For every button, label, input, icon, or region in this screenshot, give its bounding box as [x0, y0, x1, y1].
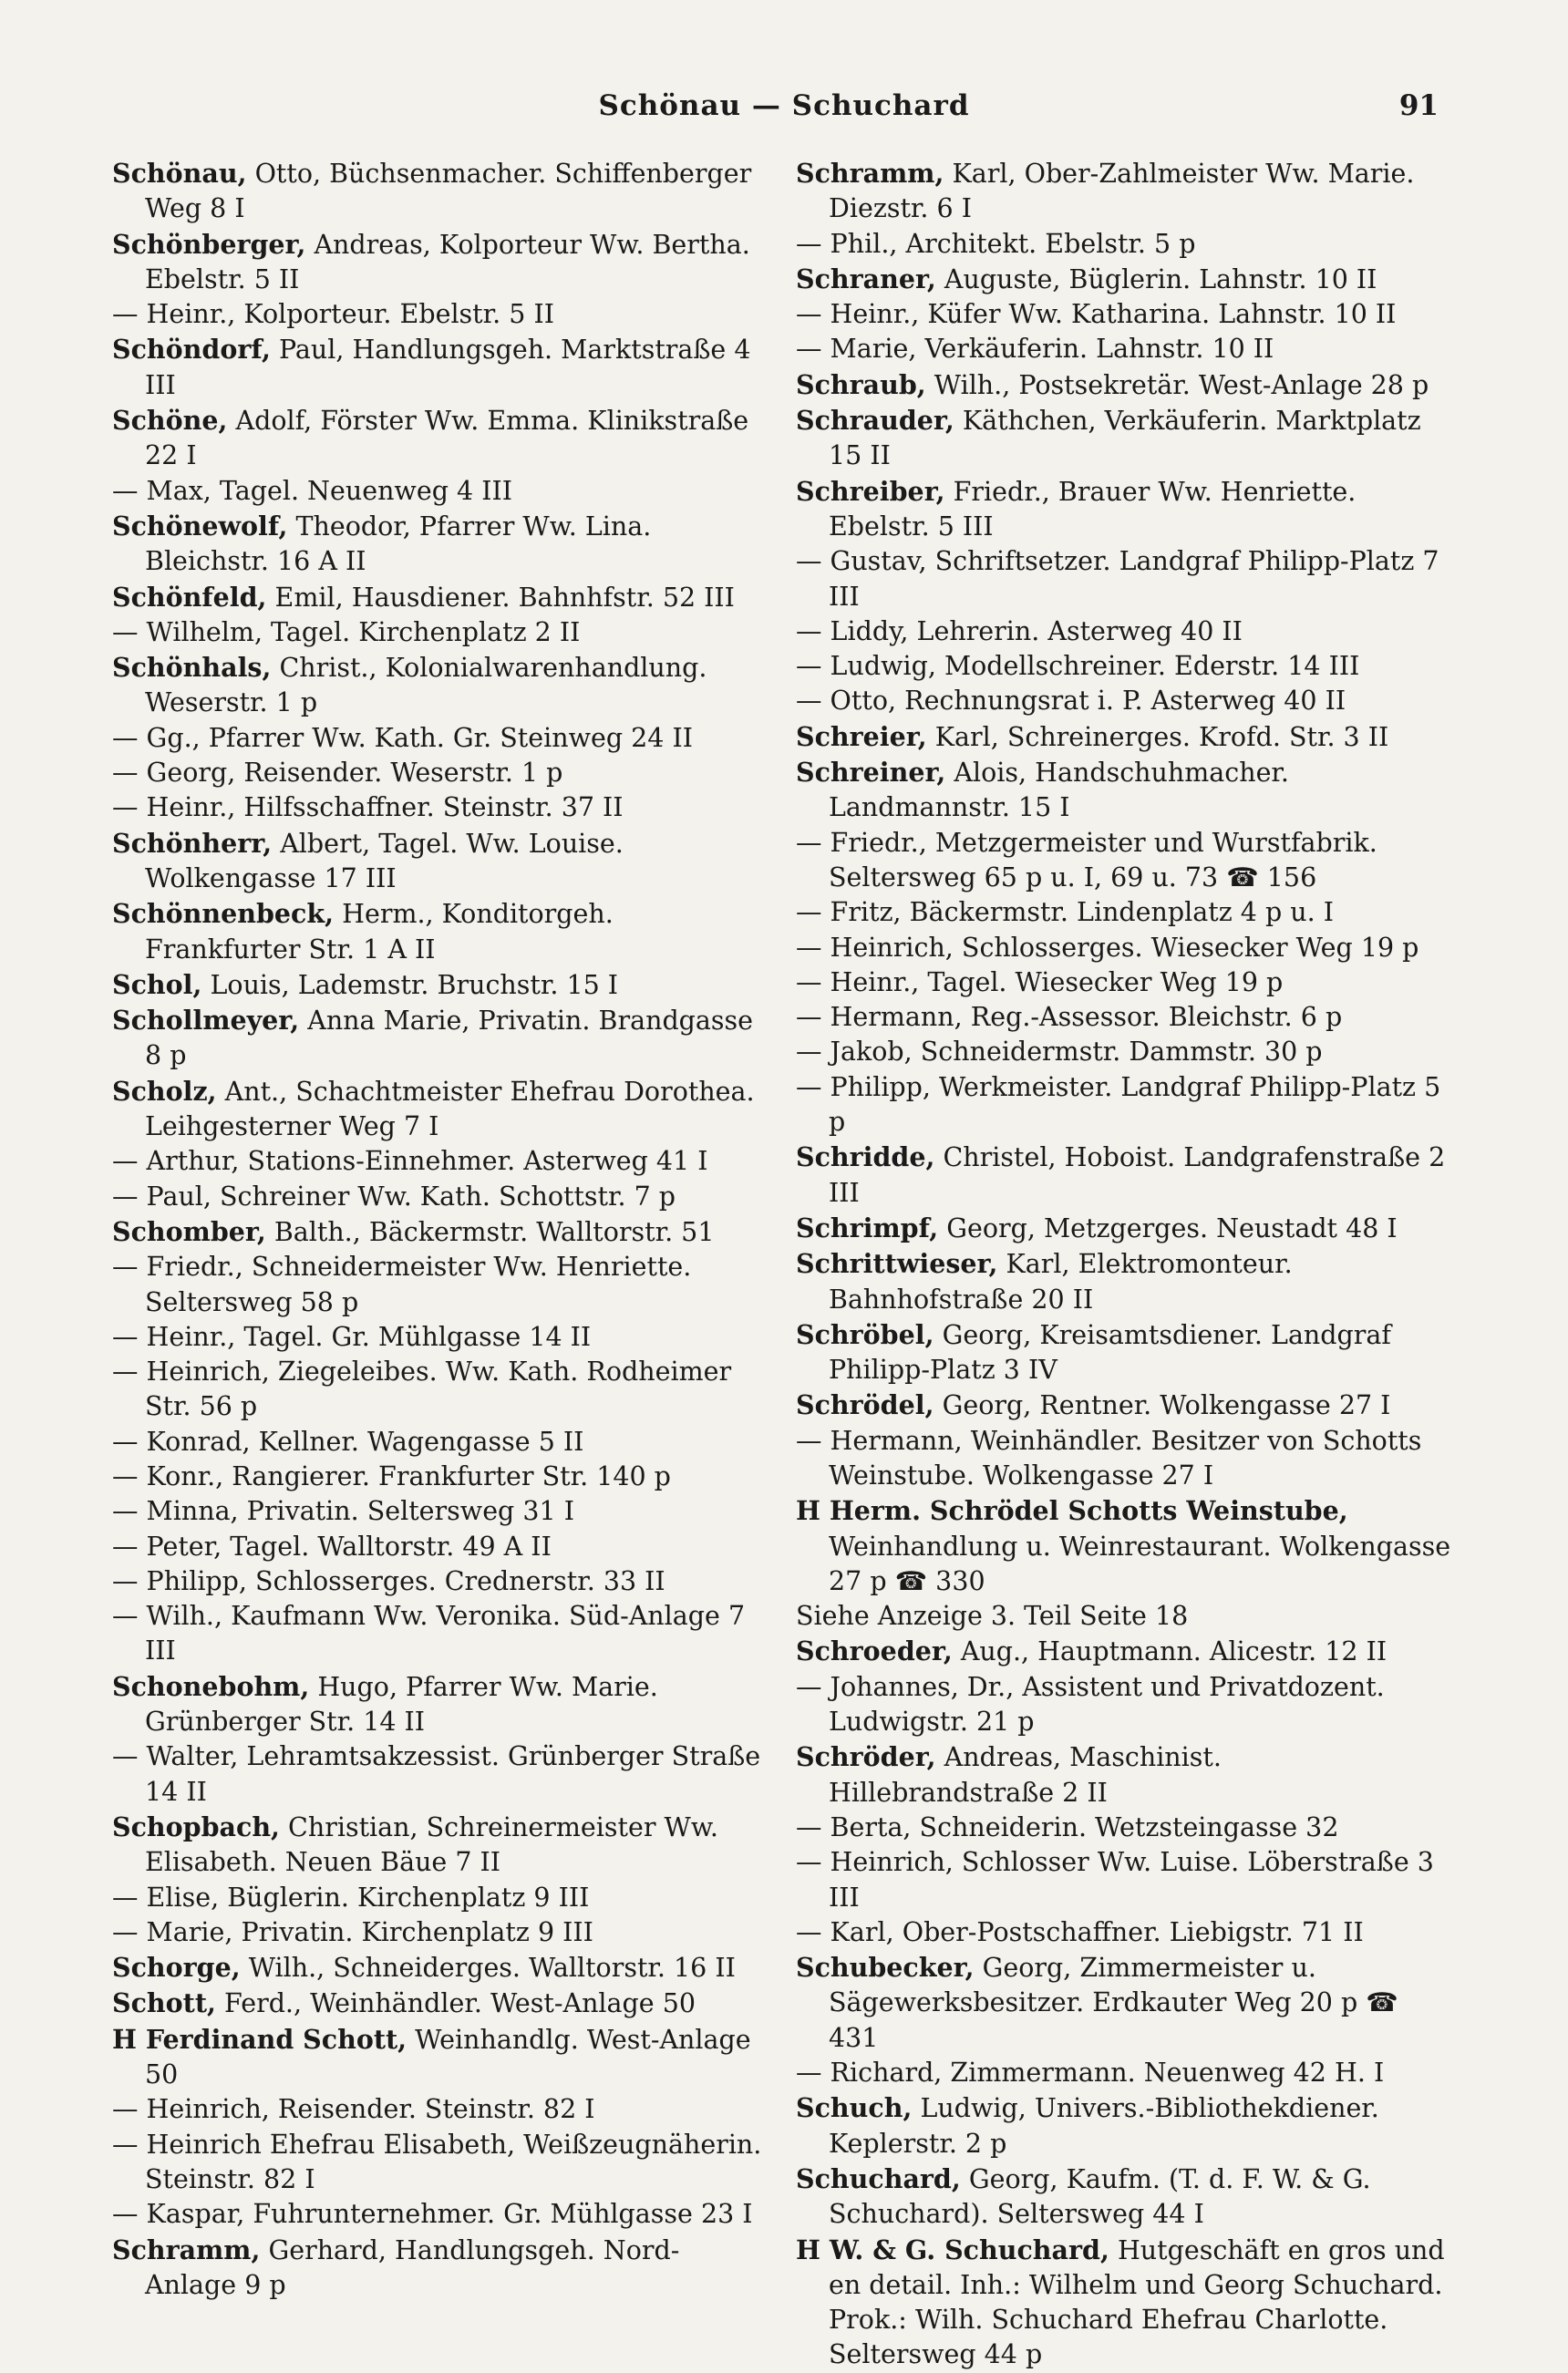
directory-entry — [112, 1460, 769, 1494]
directory-entry — [796, 1000, 1452, 1035]
left-column — [112, 156, 769, 2303]
directory-entry — [112, 580, 769, 615]
directory-entry — [796, 1211, 1452, 1246]
entry-surname: Schomber, — [112, 1215, 266, 1247]
directory-entry — [112, 1180, 769, 1214]
directory-entry — [112, 1881, 769, 1915]
entry-surname: H W. & G. Schuchard, — [796, 2234, 1109, 2265]
directory-entry — [796, 1634, 1452, 1669]
entry-surname: Schreiner, — [796, 757, 946, 789]
entry-details: — Gg., Pfarrer Ww. Kath. Gr. Steinweg 24 II — [112, 722, 693, 753]
directory-entry — [796, 1845, 1452, 1915]
entry-surname: Schröder, — [796, 1741, 936, 1773]
page-header — [0, 89, 1568, 135]
entry-surname: Schollmeyer, — [112, 1005, 300, 1037]
entry-details: — Marie, Privatin. Kirchenplatz 9 III — [112, 1916, 593, 1947]
directory-entry — [112, 1214, 769, 1250]
directory-entry — [796, 2090, 1452, 2161]
directory-entry — [112, 1564, 769, 1599]
entry-details: Käthchen, Verkäuferin. Marktplatz 15 II — [829, 406, 1421, 471]
directory-entry — [796, 1811, 1452, 1845]
entry-details: — Philipp, Schlosserges. Crednerstr. 33 II — [112, 1565, 665, 1596]
directory-entry — [112, 403, 769, 474]
entry-surname: Schopbach, — [112, 1811, 280, 1842]
entry-details: Otto, Büchsenmacher. Schiffenberger Weg 8 I — [145, 159, 752, 224]
directory-entry — [796, 1915, 1452, 1950]
entry-surname: Schönhals, — [112, 652, 272, 684]
entry-details: Georg, Kreisamtsdiener. Landgraf Philipp-Platz 3 IV — [829, 1319, 1391, 1386]
directory-entry — [796, 367, 1452, 403]
directory-entry — [796, 684, 1452, 718]
directory-entry — [112, 1003, 769, 1074]
entry-details: Paul, Handlungsgeh. Marktstraße 4 III — [145, 335, 751, 400]
directory-entry — [112, 967, 769, 1003]
entry-details: Emil, Hausdiener. Bahnhfstr. 52 III — [274, 582, 735, 613]
entry-surname: Schol, — [112, 968, 202, 1000]
entry-details: Weinhandlung u. Weinrestaurant. Wolkengasse 27 p ☎ 330 — [829, 1531, 1451, 1596]
entry-details: — Johannes, Dr., Assistent und Privatdozent. Ludwigstr. 21 p — [796, 1671, 1385, 1738]
directory-entry — [796, 332, 1452, 366]
directory-entry — [796, 1317, 1452, 1388]
directory-entry — [796, 649, 1452, 684]
directory-entry — [796, 1035, 1452, 1069]
entry-details: — Konr., Rangierer. Frankfurter Str. 140 p — [112, 1460, 671, 1491]
entry-details: Wilh., Postsekretär. West-Anlage 28 p — [934, 369, 1429, 400]
entry-surname: Schröbel, — [796, 1318, 934, 1350]
directory-entry — [796, 262, 1452, 297]
directory-entry — [112, 1915, 769, 1950]
directory-entry — [796, 403, 1452, 474]
directory-entry — [112, 650, 769, 721]
entry-surname: Schönfeld, — [112, 581, 267, 613]
directory-entry — [112, 896, 769, 967]
entry-details: — Max, Tagel. Neuenweg 4 III — [112, 475, 512, 506]
entry-details: — Elise, Büglerin. Kirchenplatz 9 III — [112, 1882, 590, 1913]
entry-details: Gerhard, Handlungsgeh. Nord-Anlage 9 p — [145, 2234, 680, 2300]
directory-entry — [796, 156, 1452, 227]
entry-details: Christ., Kolonialwarenhandlung. Weserstr. 1 p — [145, 653, 707, 718]
entry-details: Hutgeschäft en gros und en detail. Inh.: Wilhelm und Georg Schuchard. Prok.: Wilh. Schuchard Ehefrau Charlotte. Seltersweg 44 p — [829, 2234, 1445, 2370]
right-column — [796, 156, 1452, 2373]
entry-details: Karl, Elektromonteur. Bahnhofstraße 20 II — [829, 1249, 1293, 1315]
directory-entry — [112, 227, 769, 298]
directory-entry — [796, 1670, 1452, 1740]
entry-details: — Jakob, Schneidermstr. Dammstr. 30 p — [796, 1037, 1323, 1068]
page-number: 91 — [1398, 89, 1439, 122]
directory-entry — [112, 1074, 769, 1145]
entry-details: Adolf, Förster Ww. Emma. Klinikstraße 22 I — [145, 406, 749, 471]
directory-entry — [112, 1425, 769, 1460]
entry-details: Karl, Schreinerges. Krofd. Str. 3 II — [934, 721, 1389, 752]
entry-details: Weinhandlg. West-Anlage 50 — [145, 2024, 751, 2090]
entry-details: — Heinr., Tagel. Gr. Mühlgasse 14 II — [112, 1321, 592, 1352]
entry-details: Albert, Tagel. Ww. Louise. Wolkengasse 17 III — [145, 828, 624, 893]
directory-entry — [796, 931, 1452, 965]
entry-surname: Scholz, — [112, 1075, 217, 1107]
entry-details: — Heinr., Hilfsschaffner. Steinstr. 37 II — [112, 792, 624, 823]
entry-details: — Berta, Schneiderin. Wetzsteingasse 32 — [796, 1811, 1339, 1842]
directory-entry — [112, 509, 769, 580]
entry-details: Auguste, Büglerin. Lahnstr. 10 II — [944, 263, 1377, 294]
entry-details: — Heinr., Tagel. Wiesecker Weg 19 p — [796, 966, 1284, 997]
entry-details: — Otto, Rechnungsrat i. P. Asterweg 40 II — [796, 686, 1346, 717]
directory-entry — [796, 1424, 1452, 1494]
entry-surname: Schöne, — [112, 405, 228, 437]
entry-surname: H Herm. Schrödel Schotts Weinstube, — [796, 1495, 1348, 1527]
directory-entry — [112, 297, 769, 332]
entry-surname: H Ferdinand Schott, — [112, 2023, 407, 2055]
directory-entry — [112, 1950, 769, 1986]
entry-surname: Schreiber, — [796, 475, 945, 507]
entry-surname: Schubecker, — [796, 1952, 975, 1984]
directory-entry — [112, 1530, 769, 1564]
directory-entry — [112, 1599, 769, 1669]
entry-surname: Schridde, — [796, 1141, 935, 1173]
directory-entry — [796, 2233, 1452, 2373]
entry-surname: Schroeder, — [796, 1635, 953, 1667]
directory-entry — [112, 1739, 769, 1810]
entry-details: Christian, Schreinermeister Ww. Elisabeth. Neuen Bäue 7 II — [145, 1811, 718, 1878]
entry-surname: Schönberger, — [112, 228, 306, 260]
entry-details: — Richard, Zimmermann. Neuenweg 42 H. I — [796, 2058, 1385, 2089]
entry-details: Christel, Hoboist. Landgrafenstraße 2 III — [829, 1142, 1446, 1208]
directory-entry — [796, 719, 1452, 755]
entry-details: — Wilhelm, Tagel. Kirchenplatz 2 II — [112, 616, 581, 647]
entry-surname: Schuchard, — [796, 2162, 961, 2194]
directory-entry — [112, 2197, 769, 2232]
directory-entry — [112, 1986, 769, 2021]
directory-entry — [796, 1493, 1452, 1599]
entry-details: — Paul, Schreiner Ww. Kath. Schottstr. 7 p — [112, 1181, 676, 1212]
entry-surname: Schorge, — [112, 1952, 241, 1984]
entry-details: Ant., Schachtmeister Ehefrau Dorothea. Leihgesterner Weg 7 I — [145, 1076, 755, 1142]
entry-surname: Schöndorf, — [112, 334, 271, 366]
entry-details: — Ludwig, Modellschreiner. Ederstr. 14 III — [796, 651, 1360, 682]
directory-entry — [796, 614, 1452, 649]
entry-details: Wilh., Schneiderges. Walltorstr. 16 II — [248, 1953, 736, 1984]
entry-details: Andreas, Maschinist. Hillebrandstraße 2 II — [829, 1742, 1222, 1808]
entry-surname: Schrauder, — [796, 405, 954, 437]
entry-surname: Schönau, — [112, 158, 247, 189]
directory-entry — [112, 2128, 769, 2198]
entry-surname: Schraub, — [796, 368, 926, 400]
entry-details: Balth., Bäckermstr. Walltorstr. 51 — [273, 1216, 715, 1247]
entry-details: Alois, Handschuhmacher. Landmannstr. 15 I — [829, 758, 1289, 823]
entry-details: Ludwig, Univers.-Bibliothekdiener. Keplerstr. 2 p — [829, 2093, 1379, 2159]
entry-details: — Hermann, Weinhändler. Besitzer von Schotts Weinstube. Wolkengasse 27 I — [796, 1425, 1422, 1491]
entry-details: — Konrad, Kellner. Wagengasse 5 II — [112, 1426, 584, 1457]
directory-entry — [796, 1950, 1452, 2056]
entry-details: Ferd., Weinhändler. West-Anlage 50 — [223, 1988, 696, 2019]
directory-entry — [796, 965, 1452, 1000]
entry-details: Aug., Hauptmann. Alicestr. 12 II — [960, 1636, 1387, 1667]
entry-details: Georg, Rentner. Wolkengasse 27 I — [942, 1390, 1391, 1421]
directory-entry — [796, 227, 1452, 262]
entry-details: Theodor, Pfarrer Ww. Lina. Bleichstr. 16 A II — [145, 511, 652, 577]
entry-surname: Schonebohm, — [112, 1670, 310, 1702]
entry-surname: Schott, — [112, 1987, 216, 2019]
entry-details: — Heinrich, Schlosserges. Wiesecker Weg 19 p — [796, 932, 1419, 963]
entry-details: — Heinrich, Schlosser Ww. Luise. Löberstraße 3 III — [796, 1847, 1434, 1913]
directory-entry — [112, 2233, 769, 2304]
directory-entry — [112, 2092, 769, 2127]
entry-surname: Schrödel, — [796, 1389, 934, 1421]
directory-entry — [796, 474, 1452, 545]
directory-entry — [112, 826, 769, 897]
directory-entry — [796, 755, 1452, 826]
directory-entry — [112, 615, 769, 650]
running-title: Schönau — Schuchard — [598, 89, 970, 122]
directory-entry — [796, 2161, 1452, 2233]
directory-entry — [112, 790, 769, 825]
entry-details: Siehe Anzeige 3. Teil Seite 18 — [796, 1601, 1189, 1632]
directory-entry — [796, 1140, 1452, 1211]
entry-details: Andreas, Kolporteur Ww. Bertha. Ebelstr. 5 II — [145, 229, 750, 294]
directory-entry — [796, 297, 1452, 332]
entry-details: — Heinr., Küfer Ww. Katharina. Lahnstr. 10 II — [796, 299, 1397, 330]
entry-details: Herm., Konditorgeh. Frankfurter Str. 1 A II — [145, 899, 614, 965]
entry-details: — Wilh., Kaufmann Ww. Veronika. Süd-Anlage 7 III — [112, 1601, 746, 1666]
entry-surname: Schuch, — [796, 2092, 913, 2124]
directory-entry — [796, 1388, 1452, 1423]
directory-entry — [112, 156, 769, 227]
entry-details: Georg, Zimmermeister u. Sägewerksbesitzer. Erdkauter Weg 20 p ☎ 431 — [829, 1953, 1398, 2053]
directory-entry — [796, 2056, 1452, 2090]
directory-entry — [112, 1250, 769, 1320]
entry-details: — Philipp, Werkmeister. Landgraf Philipp-Platz 5 p — [796, 1071, 1441, 1138]
entry-details: Karl, Ober-Zahlmeister Ww. Marie. Diezstr. 6 I — [829, 159, 1415, 224]
entry-surname: Schreier, — [796, 720, 927, 752]
directory-entry — [112, 1810, 769, 1881]
entry-details: Louis, Lademstr. Bruchstr. 15 I — [210, 969, 619, 1000]
entry-details: — Georg, Reisender. Weserstr. 1 p — [112, 758, 563, 789]
directory-entry — [112, 474, 769, 509]
entry-details: — Fritz, Bäckermstr. Lindenplatz 4 p u. I — [796, 897, 1334, 928]
entry-surname: Schramm, — [796, 158, 944, 189]
directory-entry — [112, 2022, 769, 2093]
entry-surname: Schraner, — [796, 263, 936, 294]
entry-details: — Marie, Verkäuferin. Lahnstr. 10 II — [796, 334, 1274, 365]
directory-entry — [112, 1144, 769, 1179]
entry-details: — Heinr., Kolporteur. Ebelstr. 5 II — [112, 299, 554, 330]
entry-surname: Schönnenbeck, — [112, 898, 335, 930]
entry-surname: Schönherr, — [112, 827, 273, 859]
directory-entry — [796, 826, 1452, 896]
entry-surname: Schrimpf, — [796, 1212, 939, 1243]
entry-details: Friedr., Brauer Ww. Henriette. Ebelstr. 5 III — [829, 476, 1357, 542]
directory-entry — [796, 544, 1452, 614]
directory-entry — [112, 756, 769, 790]
entry-details: — Liddy, Lehrerin. Asterweg 40 II — [796, 615, 1243, 646]
entry-details: Anna Marie, Privatin. Brandgasse 8 p — [145, 1006, 754, 1071]
entry-surname: Schönewolf, — [112, 510, 288, 542]
entry-details: — Walter, Lehramtsakzessist. Grünberger Straße 14 II — [112, 1741, 761, 1807]
directory-entry — [112, 1494, 769, 1529]
entry-details: Georg, Kaufm. (T. d. F. W. & G. Schuchard). Seltersweg 44 I — [829, 2163, 1371, 2230]
directory-entry — [796, 1246, 1452, 1317]
directory-entry — [796, 1070, 1452, 1140]
entry-surname: Schramm, — [112, 2234, 261, 2265]
entry-details: — Friedr., Schneidermeister Ww. Henriette. Seltersweg 58 p — [112, 1252, 692, 1317]
entry-details: — Gustav, Schriftsetzer. Landgraf Philipp-Platz 7 III — [796, 546, 1439, 612]
entry-details: — Heinrich Ehefrau Elisabeth, Weißzeugnäherin. Steinstr. 82 I — [112, 2129, 762, 2194]
directory-entry — [112, 1669, 769, 1740]
directory-entry — [796, 1599, 1452, 1634]
entry-details: — Arthur, Stations-Einnehmer. Asterweg 41 I — [112, 1146, 708, 1177]
directory-entry — [796, 1739, 1452, 1811]
entry-details: — Phil., Architekt. Ebelstr. 5 p — [796, 228, 1196, 259]
directory-entry — [112, 1355, 769, 1425]
entry-details: Hugo, Pfarrer Ww. Marie. Grünberger Str. 14 II — [145, 1671, 658, 1738]
directory-entry — [112, 721, 769, 756]
directory-entry — [796, 895, 1452, 930]
entry-details: — Friedr., Metzgermeister und Wurstfabrik. Seltersweg 65 p u. I, 69 u. 73 ☎ 156 — [796, 827, 1377, 892]
entry-details: — Kaspar, Fuhrunternehmer. Gr. Mühlgasse 23 I — [112, 2199, 753, 2230]
entry-details: — Peter, Tagel. Walltorstr. 49 A II — [112, 1531, 552, 1562]
entry-details: — Heinrich, Ziegeleibes. Ww. Kath. Rodheimer Str. 56 p — [112, 1357, 732, 1422]
entry-details: — Hermann, Reg.-Assessor. Bleichstr. 6 p — [796, 1002, 1343, 1033]
entry-details: Georg, Metzgerges. Neustadt 48 I — [946, 1212, 1398, 1243]
entry-details: — Heinrich, Reisender. Steinstr. 82 I — [112, 2094, 595, 2125]
directory-entry — [112, 1320, 769, 1355]
directory-entry — [112, 332, 769, 403]
entry-surname: Schrittwieser, — [796, 1248, 998, 1280]
entry-details: — Karl, Ober-Postschaffner. Liebigstr. 71 II — [796, 1916, 1364, 1947]
entry-details: — Minna, Privatin. Seltersweg 31 I — [112, 1496, 574, 1527]
